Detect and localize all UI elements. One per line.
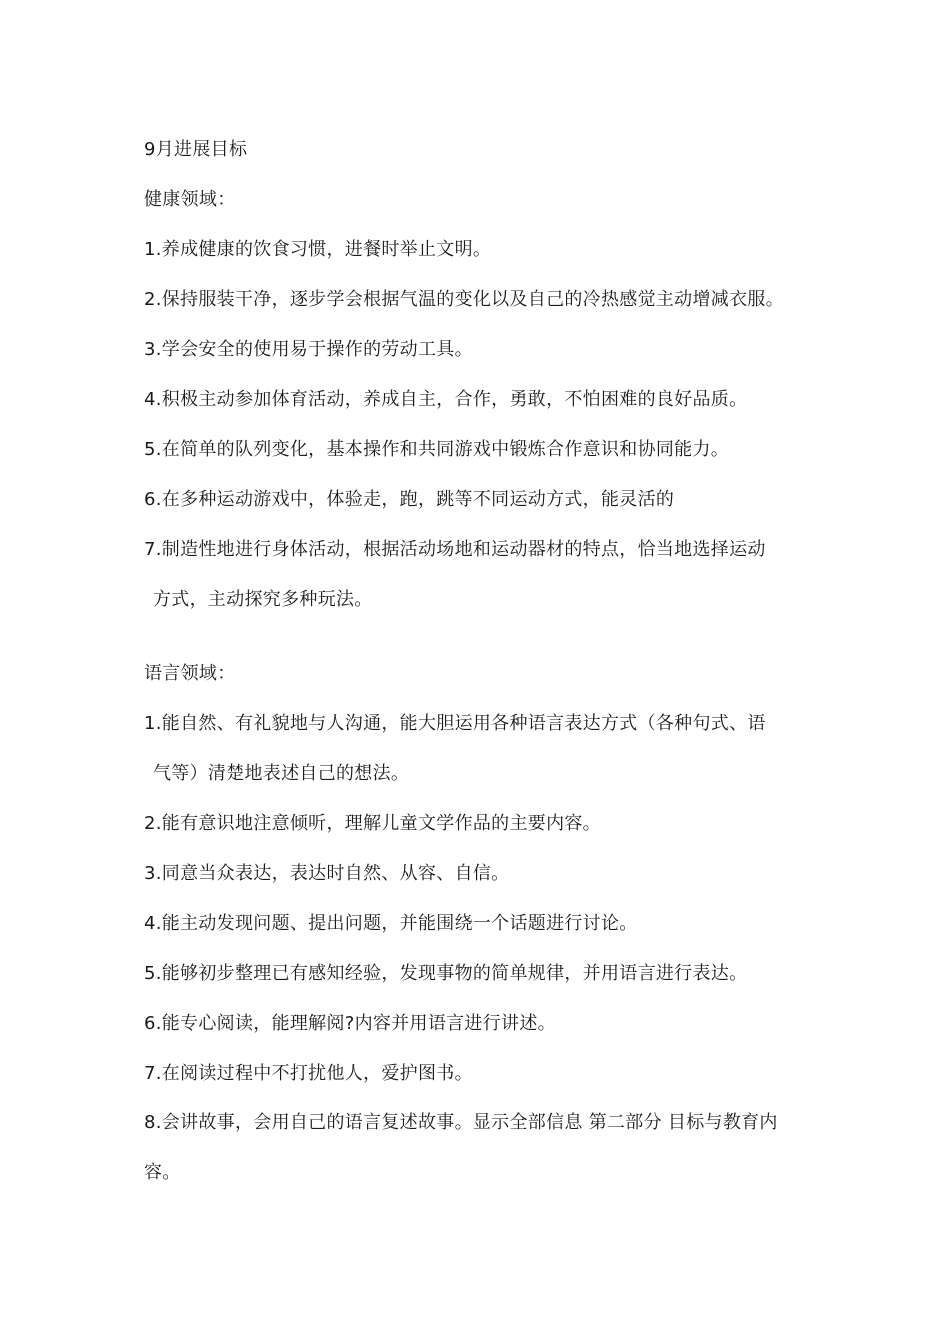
language-item-8: 8.会讲故事，会用自己的语言复述故事。显示全部信息 第二部分 目标与教育内 (144, 1112, 778, 1133)
health-item-3: 3.学会安全的使用易于操作的劳动工具。 (144, 339, 473, 360)
health-item-1: 1.养成健康的饮食习惯，进餐时举止文明。 (144, 239, 492, 260)
language-item-8-continuation: 容。 (144, 1162, 181, 1183)
language-item-6: 6.能专心阅读，能理解阅?内容并用语言进行讲述。 (144, 1013, 556, 1034)
language-item-1-continuation: 气等）清楚地表述自己的想法。 (153, 763, 410, 784)
health-item-5: 5.在简单的队列变化，基本操作和共同游戏中锻炼合作意识和协同能力。 (144, 439, 730, 460)
health-item-4: 4.积极主动参加体育活动，养成自主，合作，勇敢，不怕困难的良好品质。 (144, 389, 748, 410)
document-title: 9月进展目标 (144, 139, 248, 160)
health-item-7-continuation: 方式，主动探究多种玩法。 (153, 589, 373, 610)
language-item-5: 5.能够初步整理已有感知经验，发现事物的简单规律，并用语言进行表达。 (144, 963, 748, 984)
language-item-7: 7.在阅读过程中不打扰他人，爱护图书。 (144, 1063, 473, 1084)
health-item-6: 6.在多种运动游戏中，体验走，跑，跳等不同运动方式，能灵活的 (144, 489, 675, 510)
language-item-1: 1.能自然、有礼貌地与人沟通，能大胆运用各种语言表达方式（各种句式、语 (144, 713, 766, 734)
language-item-3: 3.同意当众表达，表达时自然、从容、自信。 (144, 863, 510, 884)
language-item-2: 2.能有意识地注意倾听，理解儿童文学作品的主要内容。 (144, 813, 601, 834)
health-heading: 健康领域： (144, 189, 236, 210)
health-item-2: 2.保持服装干净，逐步学会根据气温的变化以及自己的冷热感觉主动增减衣服。 (144, 289, 784, 310)
language-heading: 语言领域： (144, 663, 236, 684)
language-item-4: 4.能主动发现问题、提出问题，并能围绕一个话题进行讨论。 (144, 913, 638, 934)
health-item-7: 7.制造性地进行身体活动，根据活动场地和运动器材的特点，恰当地选择运动 (144, 539, 766, 560)
